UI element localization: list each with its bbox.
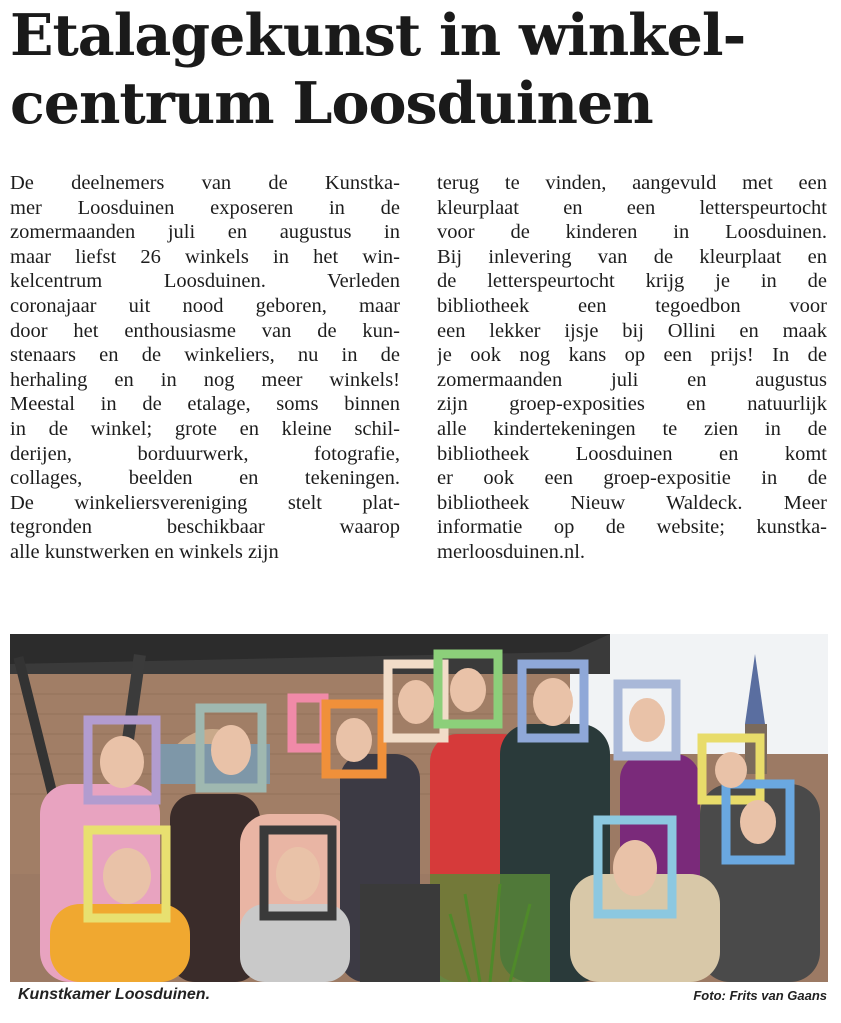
- body-line: er ook een groep-expositie in de: [437, 467, 827, 490]
- body-line: collages, beelden en tekeningen.: [10, 467, 400, 490]
- body-line: tegronden beschikbaar waarop: [10, 516, 400, 539]
- body-line: een lekker ijsje bij Ollini en maak: [437, 319, 827, 342]
- group-photo: [10, 634, 828, 982]
- body-line: stenaars en de winkeliers, nu in de: [10, 344, 400, 367]
- body-line: alle kindertekeningen te zien in de: [437, 417, 827, 440]
- body-line: informatie op de website; kunstka-: [437, 516, 827, 539]
- body-line: De winkeliersvereniging stelt plat-: [10, 491, 400, 514]
- body-line: mer Loosduinen exposeren in de: [10, 196, 400, 219]
- body-line: door het enthousiasme van de kun-: [10, 319, 400, 342]
- body-line: alle kunstwerken en winkels zijn: [10, 540, 279, 563]
- body-line: derijen, borduurwerk, fotografie,: [10, 442, 400, 465]
- body-line: voor de kinderen in Loosduinen.: [437, 221, 827, 244]
- body-line: in de winkel; grote en kleine schil-: [10, 417, 400, 440]
- body-line: zomermaanden juli en augustus: [437, 368, 827, 391]
- body-line: zomermaanden juli en augustus in: [10, 221, 400, 244]
- body-line: Bij inlevering van de kleurplaat en: [437, 245, 827, 268]
- body-column-right: [437, 171, 827, 565]
- body-line: bibliotheek Loosduinen en komt: [437, 442, 827, 465]
- body-line: zijn groep-exposities en natuurlijk: [437, 393, 827, 416]
- body-line: coronajaar uit nood geboren, maar: [10, 294, 400, 317]
- body-line: bibliotheek Nieuw Waldeck. Meer: [437, 491, 827, 514]
- body-line: herhaling en in nog meer winkels!: [10, 368, 400, 391]
- body-line: je ook nog kans op een prijs! In de: [437, 344, 827, 367]
- body-line: maar liefst 26 winkels in het win-: [10, 245, 400, 268]
- article-headline: [10, 2, 835, 138]
- headline-line-2: centrum Loosduinen: [10, 70, 653, 137]
- headline-line-1: Etalagekunst in winkel-: [10, 2, 746, 69]
- photo-credit: Foto: Frits van Gaans: [693, 988, 827, 1003]
- body-line: kelcentrum Loosduinen. Verleden: [10, 270, 400, 293]
- body-line: kleurplaat en een letterspeurtocht: [437, 196, 827, 219]
- body-line: merloosduinen.nl.: [437, 540, 586, 563]
- body-line: bibliotheek een tegoedbon voor: [437, 294, 827, 317]
- body-column-left: [10, 171, 400, 565]
- body-line: terug te vinden, aangevuld met een: [437, 172, 827, 194]
- body-line: de letterspeurtocht krijg je in de: [437, 270, 827, 293]
- group-photo-illustration: [10, 634, 828, 982]
- photo-caption: Kunstkamer Loosduinen.: [18, 986, 211, 1003]
- body-line: Meestal in de etalage, soms binnen: [10, 393, 400, 416]
- body-line: De deelnemers van de Kunstka-: [10, 172, 400, 194]
